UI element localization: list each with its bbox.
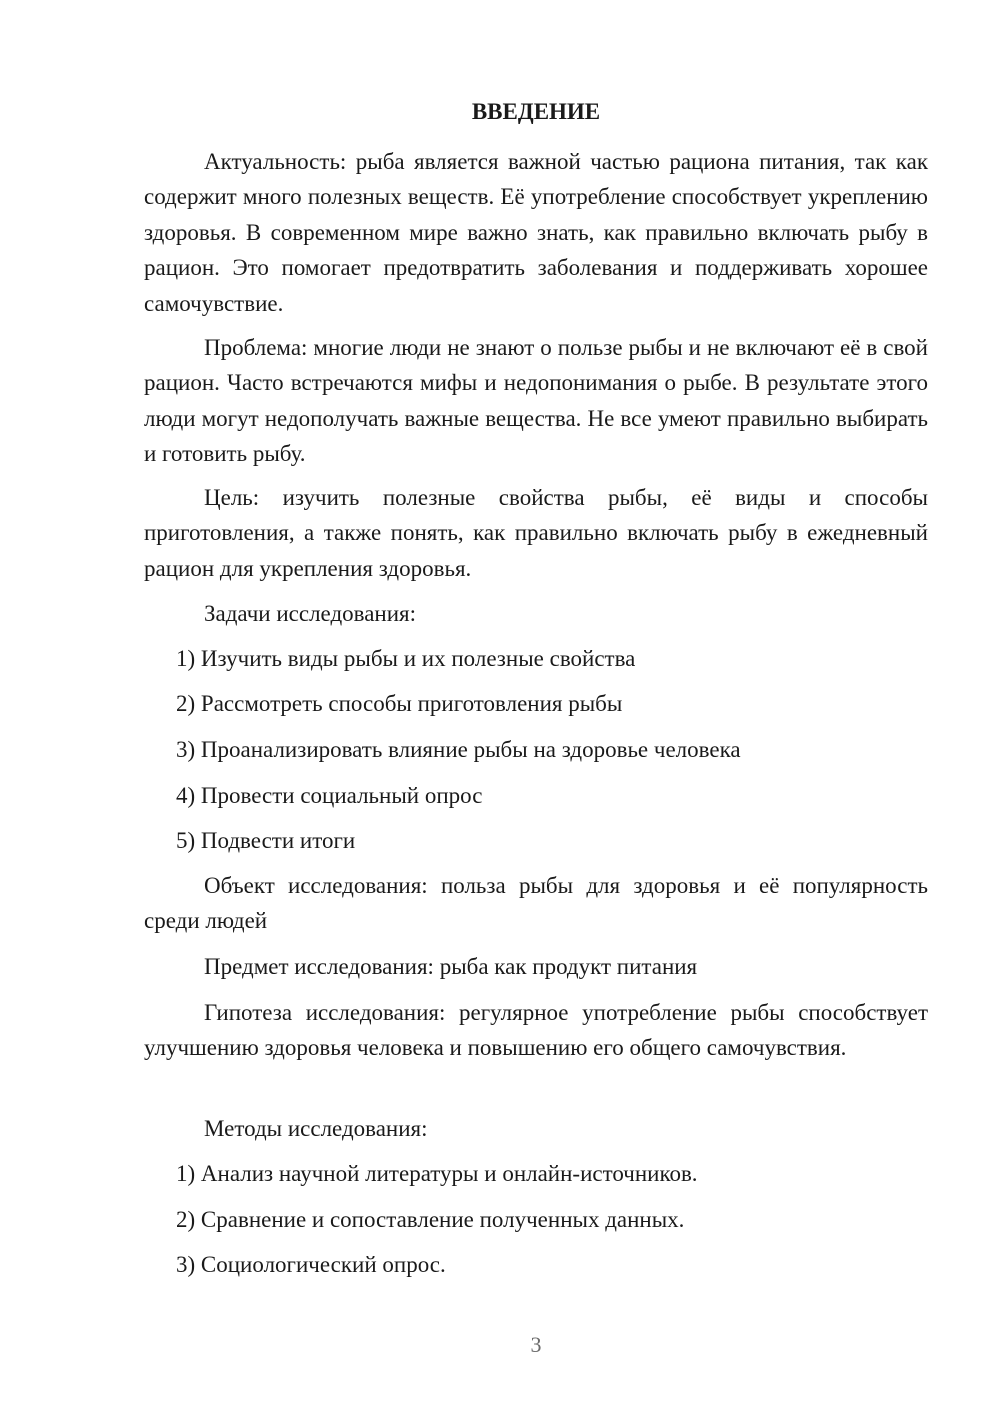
tasks-label: Задачи исследования:: [204, 601, 417, 626]
section-heading: ВВЕДЕНИЕ: [471, 99, 601, 124]
method-item: 1) Анализ научной литературы и онлайн-источников.: [176, 1161, 698, 1186]
object-paragraph: Объект исследования: польза рыбы для здоровья и её популярность среди людей: [144, 873, 928, 934]
task-item: 2) Рассмотреть способы приготовления рыбы: [176, 691, 623, 716]
problem-paragraph: Проблема: многие люди не знают о пользе рыбы и не включают её в свой рацион. Часто встречаются мифы и недопонимания о рыбе. В результате этого люди могут недополучать важные вещества. Не все умеют правильно выбирать и готовить рыбу.: [144, 335, 928, 467]
hypothesis-paragraph: Гипотеза исследования: регулярное употребление рыбы способствует улучшению здоровья человека и повышению его общего самочувствия.: [144, 1000, 928, 1061]
methods-label: Методы исследования:: [204, 1116, 428, 1141]
page-number: 3: [530, 1332, 542, 1357]
task-item: 3) Проанализировать влияние рыбы на здоровье человека: [176, 737, 741, 762]
task-item: 5) Подвести итоги: [176, 828, 356, 853]
relevance-paragraph: Актуальность: рыба является важной частью рациона питания, так как содержит много полезных веществ. Её употребление способствует укреплению здоровья. В современном мире важно знать, как правильно включать рыбу в рацион. Это помогает предотвратить заболевания и поддерживать хорошее самочувствие.: [144, 149, 928, 316]
goal-paragraph: Цель: изучить полезные свойства рыбы, её виды и способы приготовления, а также понять, как правильно включать рыбу в ежедневный рацион для укрепления здоровья.: [144, 485, 928, 581]
method-item: 3) Социологический опрос.: [176, 1252, 446, 1277]
task-item: 1) Изучить виды рыбы и их полезные свойства: [176, 646, 636, 671]
subject-paragraph: Предмет исследования: рыба как продукт питания: [204, 954, 698, 979]
task-item: 4) Провести социальный опрос: [176, 783, 483, 808]
method-item: 2) Сравнение и сопоставление полученных данных.: [176, 1207, 685, 1232]
